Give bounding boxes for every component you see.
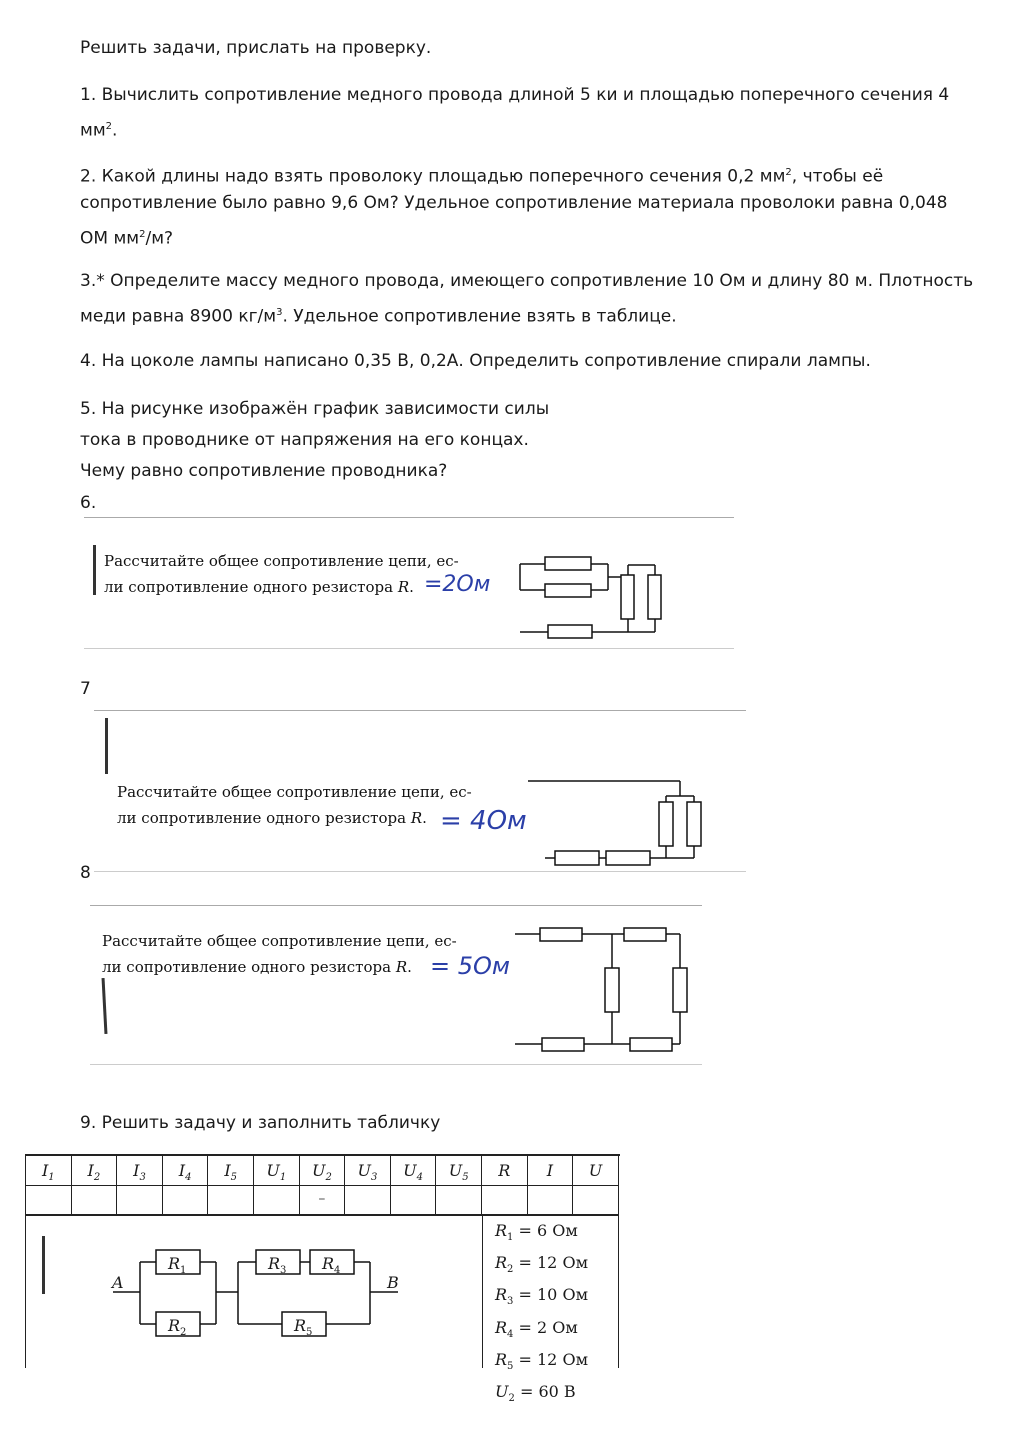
problem-5-line-1: 5. На рисунке изображён график зависимости силы — [80, 399, 550, 419]
table-header-cell: $U_4$ — [391, 1156, 437, 1186]
problem-7-number: 7 — [80, 679, 91, 699]
table-answer-cell[interactable]: – — [300, 1186, 346, 1216]
card-6-line-2: ли сопротивление одного резистора R. — [104, 578, 414, 596]
table-header-cell: $U_5$ — [436, 1156, 482, 1186]
r4-label: $R_4$ — [322, 1254, 341, 1277]
problem-5-line-3: Чему равно сопротивление проводника? — [80, 461, 448, 481]
problem-3-line-2: меди равна 8900 $кг/м^3$. Удельное сопротивление взять в таблице. — [80, 306, 677, 327]
intro: Решить задачи, прислать на проверку. — [80, 38, 432, 58]
problem-2-line-1: 2. Какой длины надо взять проволоку площадью поперечного сечения 0,2 $мм^2$, чтобы её — [80, 166, 884, 187]
problem-4: 4. На цоколе лампы написано 0,35 В, 0,2А. Определить сопротивление спирали лампы. — [80, 351, 871, 371]
given-value-row: $R_4 = 2$ Ом — [495, 1317, 578, 1340]
card-8-line-2: ли сопротивление одного резистора R. — [102, 958, 412, 976]
problem-5-line-2: тока в проводнике от напряжения на его концах. — [80, 430, 529, 450]
card-6-line-1: Рассчитайте общее сопротивление цепи, ес- — [104, 552, 459, 570]
card-7-handwritten-value: = 4Ом — [440, 806, 527, 836]
point-a-label: A — [112, 1273, 124, 1292]
table-header-cell: $I_3$ — [117, 1156, 163, 1186]
problem-1-line-1: 1. Вычислить сопротивление медного провода длиной 5 ки и площадью поперечного сечения 4 — [80, 85, 950, 105]
card-6-handwritten-value: =2Ом — [424, 572, 491, 597]
given-value-row: $R_3 = 10$ Ом — [495, 1285, 589, 1308]
card-7-line-1: Рассчитайте общее сопротивление цепи, ес- — [117, 783, 472, 801]
given-value-row: $R_5 = 12$ Ом — [495, 1349, 589, 1372]
problem-9: 9. Решить задачу и заполнить табличку — [80, 1113, 441, 1133]
table-header-cell: R — [482, 1156, 528, 1186]
table-header-cell: I — [528, 1156, 574, 1186]
card-8-line-1: Рассчитайте общее сопротивление цепи, ес- — [102, 932, 457, 950]
given-value-row: $U_2 = 60$ В — [495, 1381, 576, 1405]
table-header-cell: U — [573, 1156, 619, 1186]
table-header-cell: $U_1$ — [254, 1156, 300, 1186]
given-values — [495, 1218, 588, 1411]
r3-label: $R_3$ — [268, 1254, 287, 1277]
point-b-label: B — [387, 1273, 399, 1292]
problem-3-line-1: 3.* Определите массу медного провода, имеющего сопротивление 10 Ом и длину 80 м. Плотность — [80, 271, 974, 291]
card-8-handwritten-value: = 5Ом — [430, 952, 511, 980]
given-value-row: $R_1 = 6$ Ом — [495, 1221, 578, 1244]
problem-2-line-3: ОМ $мм^2/м$? — [80, 228, 174, 249]
problem-1-line-2: $мм^2$. — [80, 120, 118, 141]
r5-label: $R_5$ — [294, 1316, 313, 1339]
table-header-cell: $I_2$ — [72, 1156, 118, 1186]
problem-2-line-2: сопротивление было равно 9,6 Ом? Удельное сопротивление материала проволоки равна 0,048 — [80, 193, 948, 213]
r2-label: $R_2$ — [168, 1316, 187, 1339]
table-header-cell: $I_5$ — [208, 1156, 254, 1186]
table-header-cell: $I_1$ — [26, 1156, 72, 1186]
table-header-cell: $U_2$ — [300, 1156, 346, 1186]
given-value-row: $R_2 = 12$ Ом — [495, 1253, 589, 1276]
problem-6-number: 6. — [80, 493, 97, 513]
card-7-line-2: ли сопротивление одного резистора R. — [117, 809, 427, 827]
problem-8-number: 8 — [80, 863, 91, 883]
table-header-cell: $U_3$ — [345, 1156, 391, 1186]
table-header-cell: $I_4$ — [163, 1156, 209, 1186]
r1-label: $R_1$ — [168, 1254, 187, 1277]
